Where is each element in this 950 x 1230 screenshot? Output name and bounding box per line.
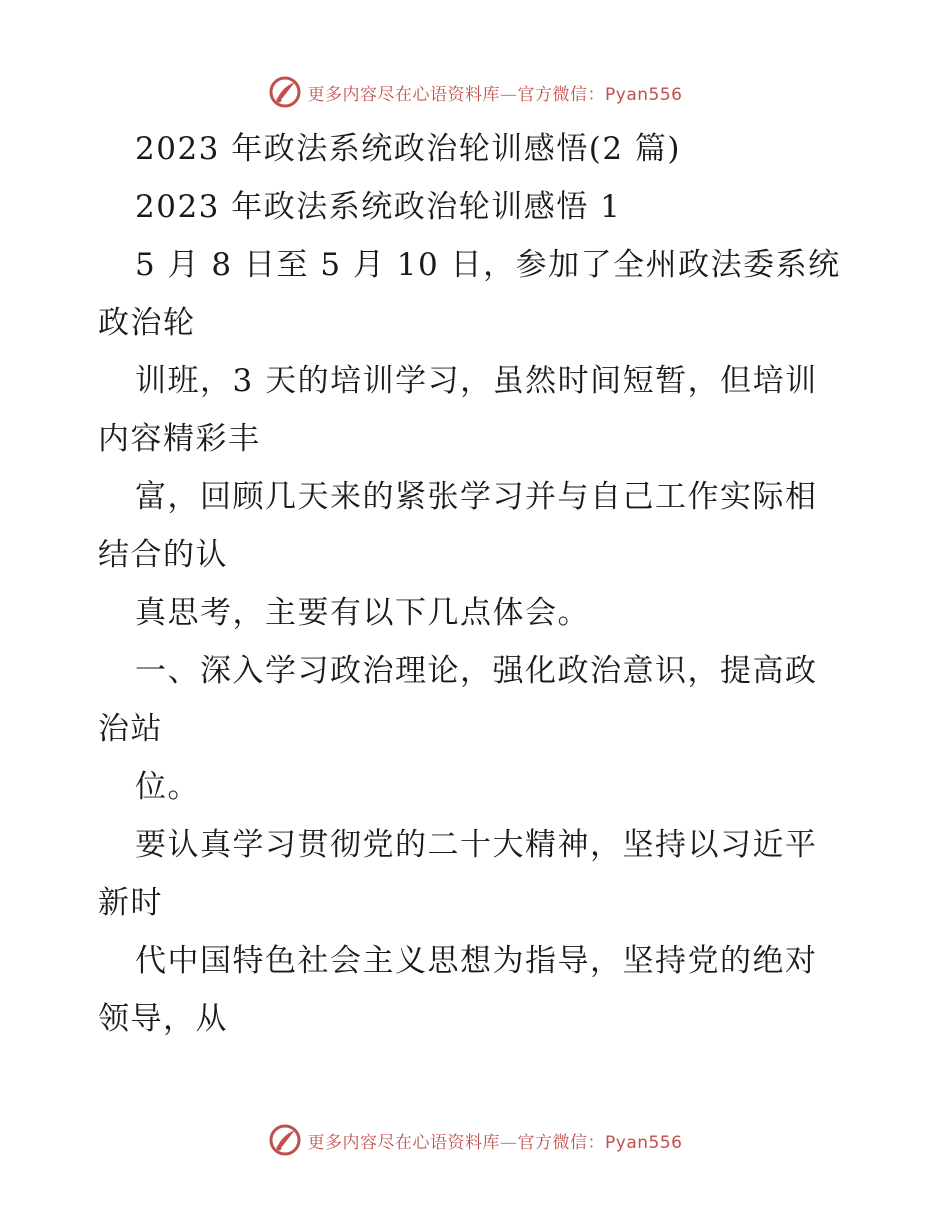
- watermark-separator: —: [500, 1132, 518, 1153]
- watermark-brand: 更多内容尽在心语资料库: [307, 84, 501, 105]
- watermark-separator: —: [500, 84, 518, 105]
- text-line: 要认真学习贯彻党的二十大精神，坚持以习近平: [135, 827, 818, 863]
- watermark-brand: 更多内容尽在心语资料库: [307, 1132, 501, 1153]
- watermark-label: 官方微信：: [517, 1132, 606, 1153]
- text-line: 政治轮: [98, 305, 196, 341]
- watermark-wechat-id: Pyan556: [605, 84, 683, 105]
- header-watermark: [0, 72, 950, 112]
- watermark-text: [308, 80, 683, 105]
- text-line: 位。: [135, 769, 200, 805]
- text-line: 领导，从: [98, 1001, 228, 1037]
- text-line: 一、深入学习政治理论，强化政治意识，提高政: [135, 653, 818, 689]
- text-line: 富，回顾几天来的紧张学习并与自己工作实际相: [135, 479, 818, 515]
- text-line: 代中国特色社会主义思想为指导，坚持党的绝对: [135, 943, 818, 979]
- text-line: 2023 年政法系统政治轮训感悟(2 篇): [135, 131, 682, 167]
- text-line: 训班，3 天的培训学习，虽然时间短暂，但培训: [135, 363, 818, 399]
- watermark-text: [308, 1128, 683, 1153]
- text-line: 治站: [98, 711, 163, 747]
- text-line: 5 月 8 日至 5 月 10 日，参加了全州政法委系统: [135, 247, 841, 283]
- text-line: 2023 年政法系统政治轮训感悟 1: [135, 189, 622, 225]
- brush-logo-icon: [268, 1123, 302, 1157]
- watermark-wechat-id: Pyan556: [605, 1132, 683, 1153]
- brush-logo-icon: [268, 75, 302, 109]
- document-body: [98, 120, 858, 1048]
- text-line: 内容精彩丰: [98, 421, 261, 457]
- text-line: 新时: [98, 885, 163, 921]
- watermark-label: 官方微信：: [517, 84, 606, 105]
- text-line: 真思考，主要有以下几点体会。: [135, 595, 590, 631]
- footer-watermark: [0, 1120, 950, 1160]
- text-line: 结合的认: [98, 537, 228, 573]
